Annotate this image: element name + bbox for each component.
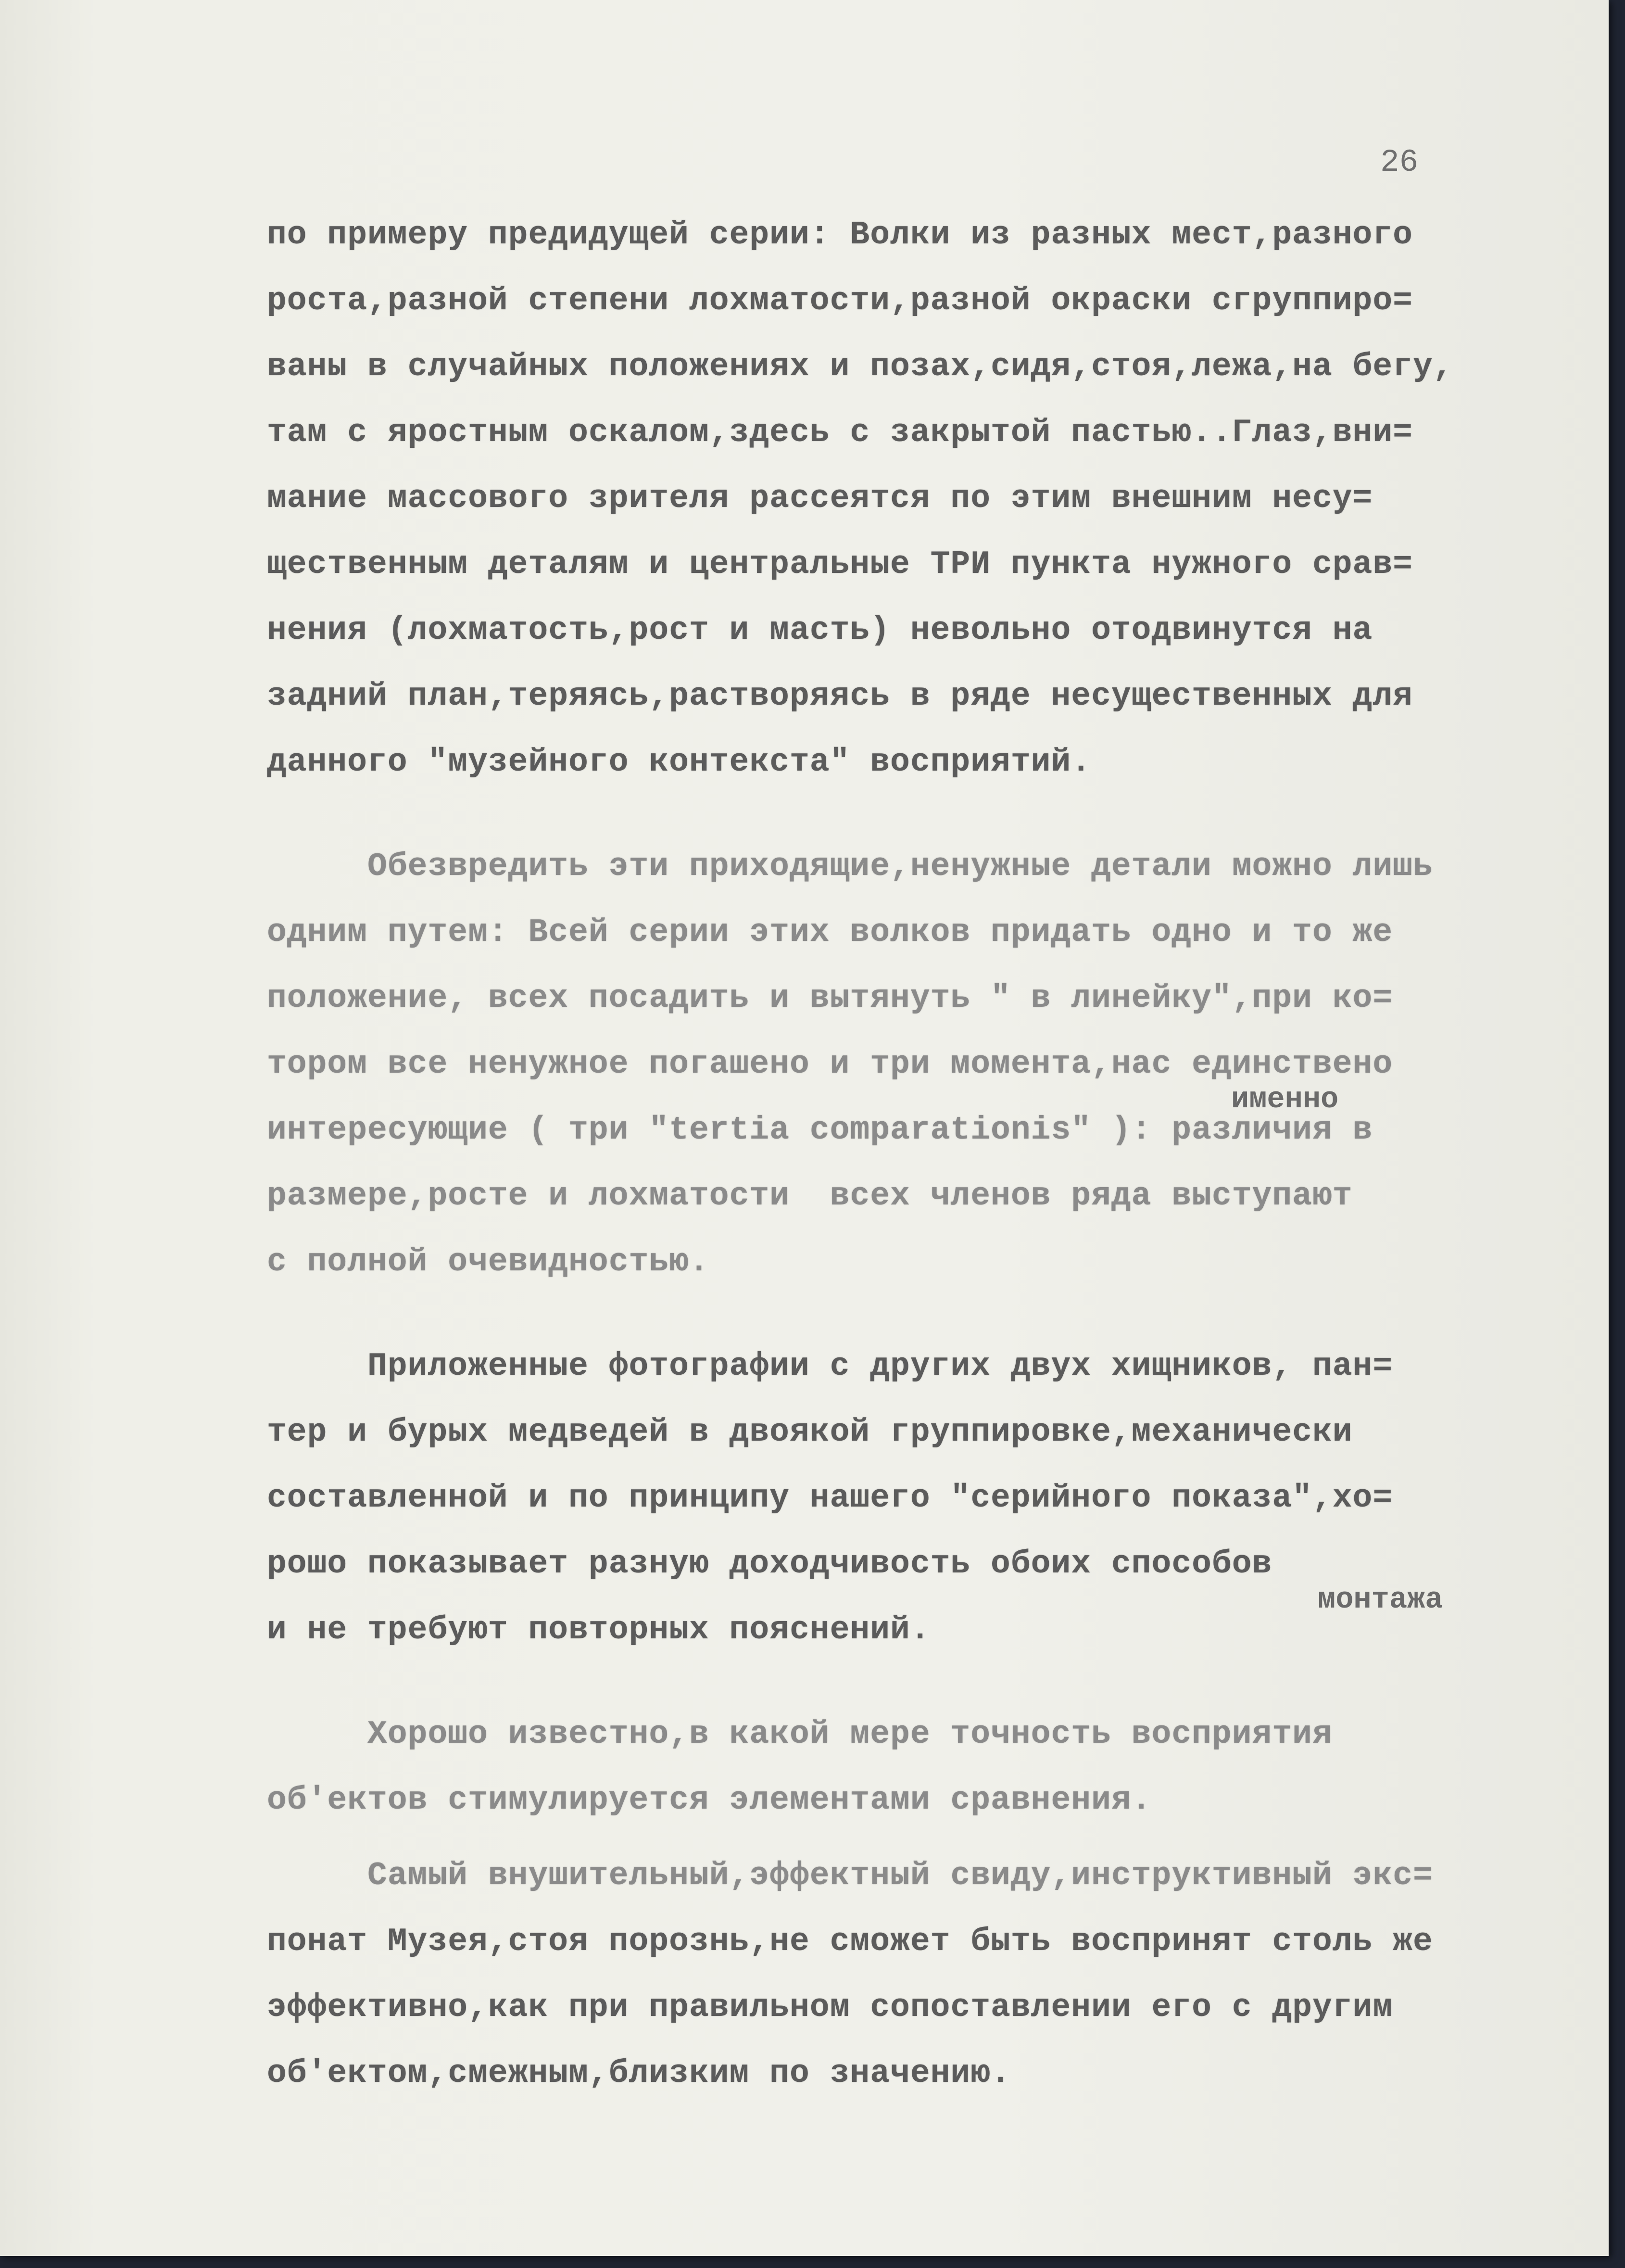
text-line: по примеру предидущей серии: Волки из разных мест,разного [267,216,1413,253]
text-line: с полной очевидностью. [267,1243,709,1280]
handwritten-correction-imenno: именно [1231,1082,1339,1116]
text-line: тором все ненужное погашено и три момента,нас единствено [267,1046,1393,1083]
text-line: Приложенные фотографии с других двух хищников, пан= [267,1348,1393,1385]
text-line: Хорошо известно,в какой мере точность восприятия [267,1716,1333,1753]
text-line: размере,росте и лохматости всех членов ряда выступают [267,1178,1353,1215]
document-body [267,202,1541,2106]
text-line: и не требуют повторных пояснений. [267,1611,931,1648]
paragraph-gap [267,1833,1541,1843]
paragraph [267,202,1541,795]
text-line: мание массового зрителя рассеятся по этим внешним несу= [267,480,1373,517]
text-line: составленной и по принципу нашего "серийного показа",хо= [267,1480,1393,1517]
text-line: нения (лохматость,рост и масть) невольно отодвинутся на [267,612,1373,649]
paragraph-gap [267,1295,1541,1333]
paragraph [267,834,1541,1295]
paragraph [267,1333,1541,1663]
text-line: об'ектом,смежным,близким по значению. [267,2055,1011,2092]
text-line: данного "музейного контекста" восприятий. [267,744,1092,781]
paragraph-gap [267,795,1541,834]
paragraph [267,1843,1541,2106]
paragraph-gap [267,1663,1541,1701]
text-line: щественным деталям и центральные ТРИ пункта нужного срав= [267,546,1413,583]
text-line: роста,разной степени лохматости,разной окраски сгруппиро= [267,282,1413,319]
page-number: 26 [1380,144,1419,180]
text-line: Самый внушительный,эффектный свиду,инструктивный экс= [267,1857,1433,1894]
text-line: об'ектов стимулируется элементами сравнения. [267,1782,1152,1819]
text-line: Обезвредить эти приходящие,ненужные детали можно лишь [267,848,1433,885]
paragraph [267,1701,1541,1833]
text-line: рошо показывает разную доходчивость обоих способов [267,1546,1272,1583]
text-line: эффективно,как при правильном сопоставлении его с другим [267,1989,1393,2026]
text-line: задний план,теряясь,растворяясь в ряде несущественных для [267,678,1413,715]
text-line: одним путем: Всей серии этих волков придать одно и то же [267,914,1393,951]
text-line: понат Музея,стоя порознь,не сможет быть воспринят столь же [267,1923,1433,1960]
text-line: интересующие ( три "tertia comparationis" ): различия в [267,1112,1373,1149]
handwritten-correction-montazha: монтажа [1318,1583,1443,1617]
text-line: ваны в случайных положениях и позах,сидя,стоя,лежа,на бегу, [267,348,1453,385]
text-line: тер и бурых медведей в двоякой группировке,механически [267,1414,1353,1451]
text-line: положение, всех посадить и вытянуть " в линейку",при ко= [267,980,1393,1017]
text-line: там с яростным оскалом,здесь с закрытой пастью..Глаз,вни= [267,414,1413,451]
